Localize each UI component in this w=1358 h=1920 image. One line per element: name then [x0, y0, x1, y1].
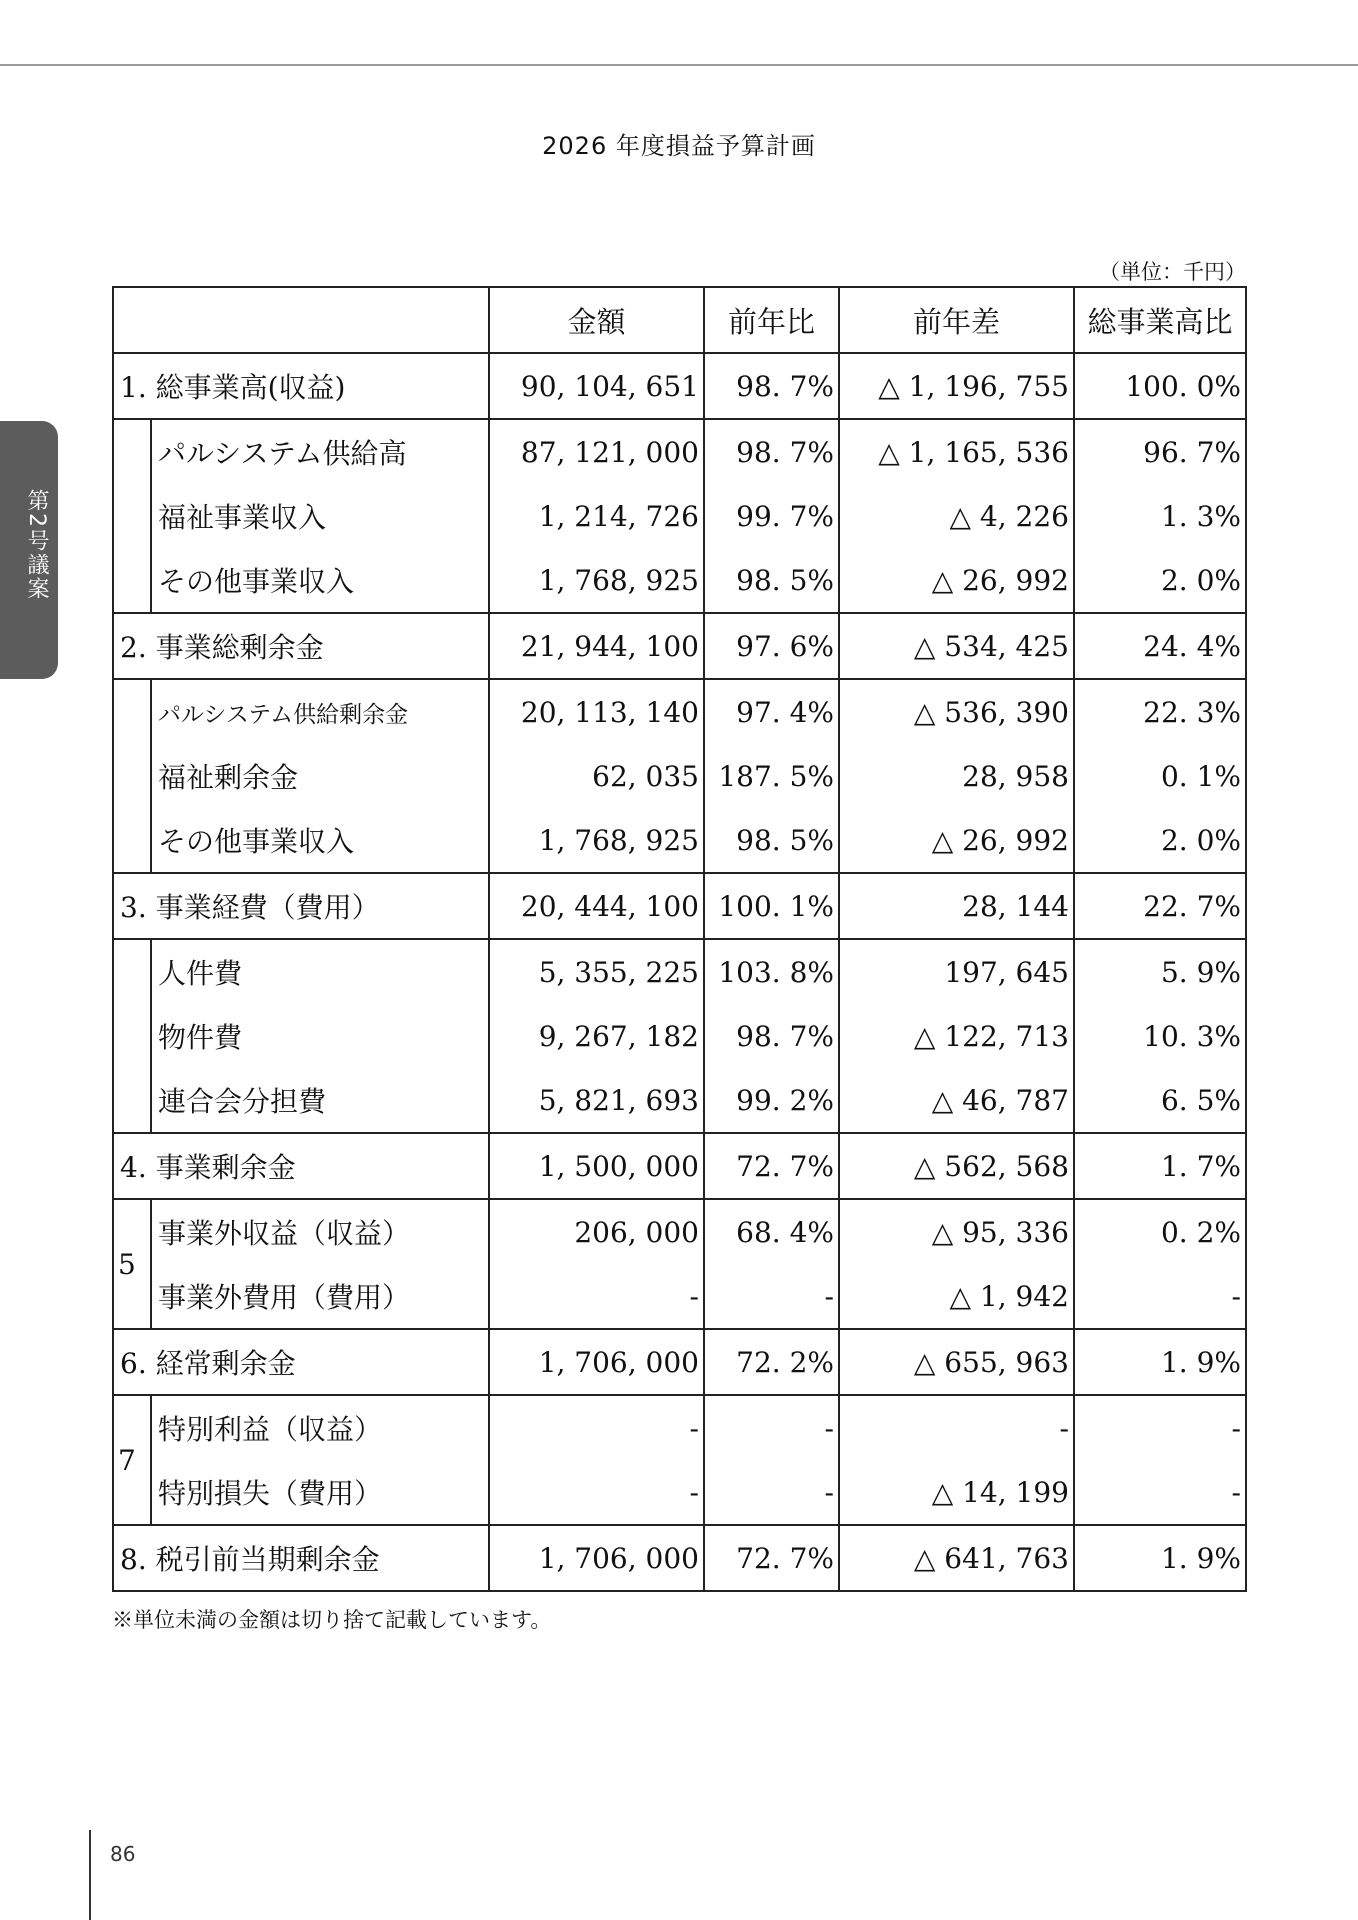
cell-ratio: 68. 4% [704, 1199, 839, 1264]
row-label: その他事業収入 [151, 548, 489, 613]
cell-ratio: - [704, 1264, 839, 1329]
row-indent [113, 939, 151, 1133]
table-row [113, 613, 1246, 679]
row-label: 特別損失（費用） [151, 1460, 489, 1525]
cell-amount: 90, 104, 651 [489, 353, 704, 419]
cell-diff: △ 534, 425 [839, 613, 1074, 679]
cell-diff: △ 46, 787 [839, 1068, 1074, 1133]
cell-ratio: - [704, 1460, 839, 1525]
cell-amount: 1, 768, 925 [489, 548, 704, 613]
cell-amount: 1, 214, 726 [489, 484, 704, 548]
cell-amount: 5, 355, 225 [489, 939, 704, 1004]
cell-share: 10. 3% [1074, 1004, 1246, 1068]
cell-ratio: 72. 7% [704, 1133, 839, 1199]
row-label: 特別利益（収益） [151, 1395, 489, 1460]
row-label: 事業外費用（費用） [151, 1264, 489, 1329]
cell-amount: 1, 706, 000 [489, 1329, 704, 1395]
cell-ratio: 99. 7% [704, 484, 839, 548]
table-header-row [113, 287, 1246, 353]
cell-diff: △ 641, 763 [839, 1525, 1074, 1591]
table-row [113, 484, 1246, 548]
cell-share: 2. 0% [1074, 808, 1246, 873]
cell-amount: - [489, 1460, 704, 1525]
cell-diff: 197, 645 [839, 939, 1074, 1004]
cell-diff: △ 1, 165, 536 [839, 419, 1074, 484]
cell-share: 0. 2% [1074, 1199, 1246, 1264]
header-diff: 前年差 [839, 287, 1074, 353]
cell-amount: 206, 000 [489, 1199, 704, 1264]
row-indent [113, 679, 151, 873]
cell-share: 22. 7% [1074, 873, 1246, 939]
cell-ratio: 99. 2% [704, 1068, 839, 1133]
cell-amount: 1, 706, 000 [489, 1525, 704, 1591]
cell-share: - [1074, 1395, 1246, 1460]
cell-diff: △ 655, 963 [839, 1329, 1074, 1395]
table-row [113, 1525, 1246, 1591]
cell-diff: △ 536, 390 [839, 679, 1074, 744]
cell-share: 1. 9% [1074, 1329, 1246, 1395]
row-label: パルシステム供給剰余金 [151, 679, 489, 744]
cell-amount: 62, 035 [489, 744, 704, 808]
cell-amount: - [489, 1264, 704, 1329]
table-row [113, 1460, 1246, 1525]
cell-diff: - [839, 1395, 1074, 1460]
cell-diff: △ 95, 336 [839, 1199, 1074, 1264]
row-number: 7 [113, 1395, 151, 1525]
row-label: 2. 事業総剰余金 [113, 613, 489, 679]
cell-share: - [1074, 1264, 1246, 1329]
cell-amount: 87, 121, 000 [489, 419, 704, 484]
page-title: 2026 年度損益予算計画 [542, 132, 816, 160]
table-row [113, 1199, 1246, 1264]
cell-amount: - [489, 1395, 704, 1460]
page-margin-line [89, 1830, 91, 1920]
row-label: 6. 経常剰余金 [113, 1329, 489, 1395]
cell-ratio: 103. 8% [704, 939, 839, 1004]
cell-ratio: 98. 7% [704, 419, 839, 484]
cell-diff: 28, 958 [839, 744, 1074, 808]
cell-ratio: 97. 6% [704, 613, 839, 679]
header-share: 総事業高比 [1074, 287, 1246, 353]
row-label: 8. 税引前当期剰余金 [113, 1525, 489, 1591]
cell-share: 2. 0% [1074, 548, 1246, 613]
row-label: 人件費 [151, 939, 489, 1004]
table-row [113, 1264, 1246, 1329]
cell-share: 96. 7% [1074, 419, 1246, 484]
cell-ratio: 98. 5% [704, 548, 839, 613]
cell-ratio: 98. 5% [704, 808, 839, 873]
cell-ratio: 97. 4% [704, 679, 839, 744]
table-row [113, 939, 1246, 1004]
section-tab-label: 第2号議案 [24, 489, 49, 601]
section-tab [0, 421, 58, 679]
cell-amount: 1, 768, 925 [489, 808, 704, 873]
row-label: 物件費 [151, 1004, 489, 1068]
row-indent [113, 419, 151, 613]
unit-note: （単位：千円） [1099, 260, 1246, 284]
cell-ratio: - [704, 1395, 839, 1460]
table-row [113, 808, 1246, 873]
cell-share: 5. 9% [1074, 939, 1246, 1004]
row-label: 福祉剰余金 [151, 744, 489, 808]
cell-share: 22. 3% [1074, 679, 1246, 744]
cell-ratio: 98. 7% [704, 1004, 839, 1068]
cell-amount: 20, 444, 100 [489, 873, 704, 939]
row-label: 連合会分担費 [151, 1068, 489, 1133]
cell-amount: 9, 267, 182 [489, 1004, 704, 1068]
table-row [113, 1133, 1246, 1199]
footnote: ※単位未満の金額は切り捨て記載しています。 [112, 1608, 552, 1632]
table-row [113, 1395, 1246, 1460]
cell-amount: 20, 113, 140 [489, 679, 704, 744]
header-blank [113, 287, 489, 353]
cell-diff: △ 562, 568 [839, 1133, 1074, 1199]
cell-diff: △ 4, 226 [839, 484, 1074, 548]
cell-ratio: 98. 7% [704, 353, 839, 419]
budget-table [112, 286, 1247, 1592]
cell-diff: △ 26, 992 [839, 808, 1074, 873]
cell-share: 1. 7% [1074, 1133, 1246, 1199]
cell-ratio: 187. 5% [704, 744, 839, 808]
cell-amount: 21, 944, 100 [489, 613, 704, 679]
row-label: 福祉事業収入 [151, 484, 489, 548]
cell-diff: △ 1, 942 [839, 1264, 1074, 1329]
table-row [113, 1068, 1246, 1133]
cell-amount: 5, 821, 693 [489, 1068, 704, 1133]
cell-diff: △ 14, 199 [839, 1460, 1074, 1525]
row-label: 3. 事業経費（費用） [113, 873, 489, 939]
cell-diff: △ 26, 992 [839, 548, 1074, 613]
header-amount: 金額 [489, 287, 704, 353]
table-row [113, 679, 1246, 744]
cell-share: 100. 0% [1074, 353, 1246, 419]
cell-diff: △ 1, 196, 755 [839, 353, 1074, 419]
cell-ratio: 72. 7% [704, 1525, 839, 1591]
header-ratio: 前年比 [704, 287, 839, 353]
row-number: 5 [113, 1199, 151, 1329]
table-row [113, 1004, 1246, 1068]
cell-ratio: 72. 2% [704, 1329, 839, 1395]
cell-share: 24. 4% [1074, 613, 1246, 679]
cell-diff: △ 122, 713 [839, 1004, 1074, 1068]
table-row [113, 548, 1246, 613]
row-label: 1. 総事業高(収益) [113, 353, 489, 419]
cell-amount: 1, 500, 000 [489, 1133, 704, 1199]
top-rule [0, 64, 1358, 66]
cell-ratio: 100. 1% [704, 873, 839, 939]
cell-diff: 28, 144 [839, 873, 1074, 939]
row-label: その他事業収入 [151, 808, 489, 873]
table-row [113, 873, 1246, 939]
row-label: パルシステム供給高 [151, 419, 489, 484]
cell-share: - [1074, 1460, 1246, 1525]
table-row [113, 1329, 1246, 1395]
cell-share: 0. 1% [1074, 744, 1246, 808]
page-number: 86 [110, 1842, 136, 1866]
row-label: 4. 事業剰余金 [113, 1133, 489, 1199]
cell-share: 6. 5% [1074, 1068, 1246, 1133]
row-label: 事業外収益（収益） [151, 1199, 489, 1264]
cell-share: 1. 9% [1074, 1525, 1246, 1591]
table-row [113, 353, 1246, 419]
cell-share: 1. 3% [1074, 484, 1246, 548]
table-row [113, 744, 1246, 808]
table-row [113, 419, 1246, 484]
